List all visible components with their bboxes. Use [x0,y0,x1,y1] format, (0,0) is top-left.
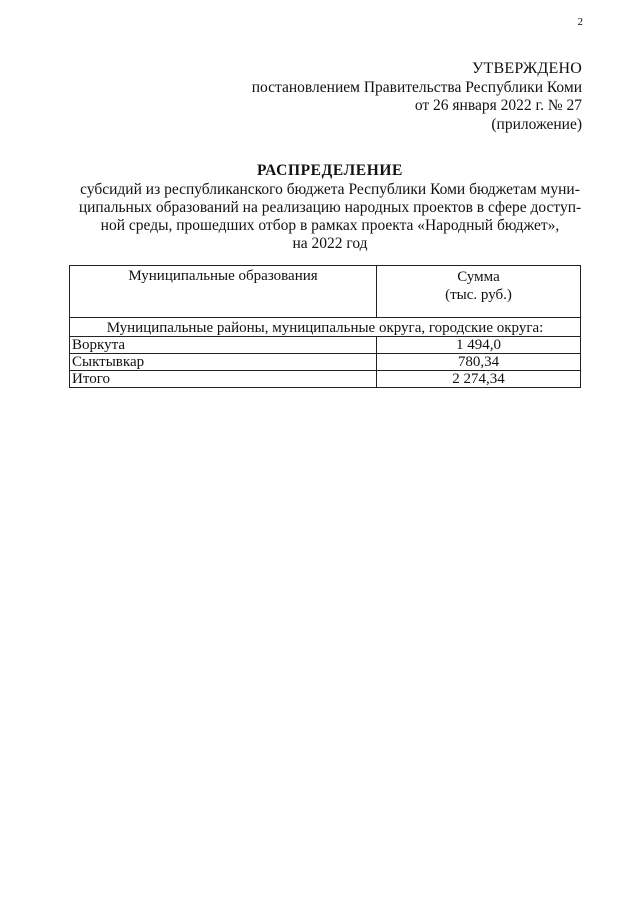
header-sum-unit: (тыс. руб.) [445,287,512,303]
table-row-total [70,371,581,388]
approval-line-3: (приложение) [491,115,582,133]
header-municipalities: Муниципальные образования [70,266,377,318]
row-name: Сыктывкар [70,354,377,371]
table-row [70,354,581,371]
row-name: Итого [70,371,377,388]
heading-line-2: ципальных образований на реализацию народных проектов в сфере доступ- [78,199,582,216]
header-sum [377,266,581,318]
heading-line-3: ной среды, прошедших отбор в рамках проекта «Народный бюджет», [100,217,560,234]
document-title: РАСПРЕДЕЛЕНИЕ [257,162,403,179]
header-sum-label: Сумма [457,269,500,285]
approval-line-1: постановлением Правительства Республики Коми [251,78,582,96]
group-label: Муниципальные районы, муниципальные округа, городские округа: [70,318,581,337]
row-value: 1 494,0 [377,337,581,354]
distribution-table [69,265,581,388]
approval-stamp [252,60,582,134]
row-name: Воркута [70,337,377,354]
approval-line-2: от 26 января 2022 г. № 27 [414,97,582,114]
heading-line-4: на 2022 год [292,235,368,252]
page-number: 2 [577,16,583,28]
table-row [70,337,581,354]
table-group-row [70,318,581,337]
approval-title: УТВЕРЖДЕНО [471,60,582,77]
document-heading [70,162,590,253]
heading-line-1: субсидий из республиканского бюджета Республики Коми бюджетам муни- [80,181,580,198]
table-header-row [70,266,581,318]
row-value: 2 274,34 [377,371,581,388]
row-value: 780,34 [377,354,581,371]
